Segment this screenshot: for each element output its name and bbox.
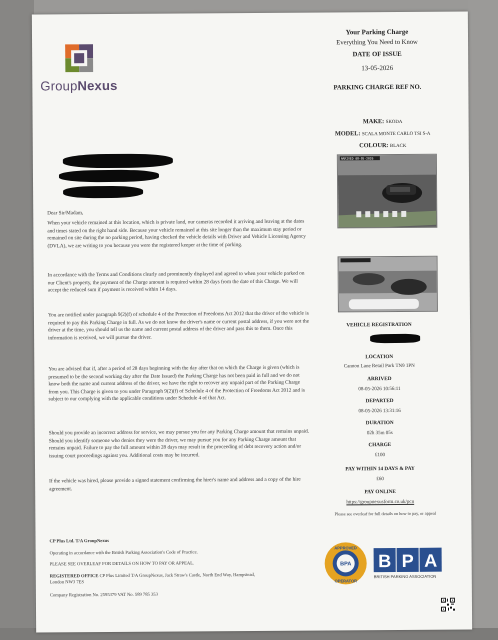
footer-operating: Operating in accordance with the British Parking Association's Code of Practice. xyxy=(49,549,198,556)
groupnexus-logo xyxy=(40,44,160,105)
pay-online-label: PAY ONLINE xyxy=(364,488,396,496)
footer-registered-office xyxy=(50,572,260,586)
letter-paragraph-5: Should you provide an incorrect address for service, we may pursue you for any Parking Charge amount that remains unpaid. Should you identify someone who denies they were the driver, we may pursue you for any Parking Charge amount that remains unpaid. Failure to pay the full amount within 28 days may result in the proceeding of debt recovery action and/or issuing court proceedings against you. Additional costs may be incurred. xyxy=(48,428,310,460)
date-of-issue-value: 13-05-2026 xyxy=(361,65,394,73)
departed-label: DEPARTED xyxy=(365,398,394,405)
photo-departure-image xyxy=(339,257,438,313)
arrived-value: 08-05-2026 10:56:11 xyxy=(358,386,401,393)
notice-title: Your Parking Charge xyxy=(345,28,409,37)
model-value: SCALA MONTE CARLO TSI S-A xyxy=(361,131,431,138)
reg-office-label: REGISTERED OFFICE xyxy=(49,573,99,579)
departed-value: 08-05-2026 13:31:16 xyxy=(358,408,401,415)
letter-salutation: Dear Sir/Madam, xyxy=(47,210,84,217)
footer-company: CP Plus Ltd. T/A GroupNexus xyxy=(49,538,109,544)
ring-top-text: APPROVED xyxy=(334,545,357,551)
bpa-approved-operator-badge xyxy=(323,532,453,595)
letter-paragraph-2: In accordance with the Terms and Conditions clearly and prominently displayed and agreed to when your vehicle parked on our Client's property, the payment of the Charge amount is required within 28 days from the date of this Charge. We will accept the reduced sum if payment is received within 14 days. xyxy=(47,270,305,294)
footer-overleaf: PLEASE SEE OVERLEAF FOR DETAILS ON HOW TO PAY OR APPEAL. xyxy=(49,560,195,567)
charge-value: £100 xyxy=(374,453,385,459)
vehicle-model xyxy=(313,130,453,138)
ring-center-text: BPA xyxy=(340,561,352,568)
letter-paragraph-4: You are advised that if, after a period of 28 days beginning with the day after that on which the Charge is given (which is presumed to be the second working day after the Date Issued) the Parking Charge has not been paid in full and we do not know both the name and current address of the driver, we have the right to recover any unpaid part of the Parking Charge from you. This Charge is given to you under Paragraph 9(2)(f) of Schedule 4 of the Protection of Freedoms Act 2012 and is subject to our complying with the applicable conditions under Schedule 4 of that Act. xyxy=(48,364,305,403)
make-label: MAKE: xyxy=(362,118,385,126)
redacted-address-line xyxy=(63,186,143,199)
vehicle-make xyxy=(313,118,453,126)
ring-bottom-text: OPERATOR xyxy=(334,578,357,584)
background-left xyxy=(0,0,34,640)
bpa-letter-b: B xyxy=(378,551,392,572)
colour-value: BLACK xyxy=(390,143,407,150)
parking-charge-letter xyxy=(32,11,472,632)
qr-code-icon[interactable] xyxy=(441,598,455,612)
photo-arrival-image xyxy=(338,155,438,229)
logo-name-b: Nexus xyxy=(77,77,118,94)
letter-paragraph-6: If the vehicle was hired, please provide a signed statement confirming the hirer's name and address and a copy of the hire agreement. xyxy=(49,476,301,492)
arrived-label: ARRIVED xyxy=(367,376,392,383)
logo-name-a: Group xyxy=(40,78,78,94)
charge-ref-label: PARKING CHARGE REF NO. xyxy=(333,83,422,92)
model-label: MODEL: xyxy=(334,130,361,138)
background-right xyxy=(468,0,498,640)
bpa-letter-p: P xyxy=(401,550,414,571)
charge-label: CHARGE xyxy=(368,442,392,449)
bpa-letter-a: A xyxy=(424,550,438,571)
footer-company-reg: Company Registration No. 2595379 VAT No. 589 785 353 xyxy=(49,591,158,598)
bpa-name: BRITISH PARKING ASSOCIATION xyxy=(373,573,437,580)
reg-label: VEHICLE REGISTRATION xyxy=(346,321,412,329)
notice-subtitle: Everything You Need to Know xyxy=(336,38,418,47)
redacted-address-line xyxy=(63,154,173,169)
logo-mark-icon xyxy=(65,44,93,72)
redacted-registration xyxy=(370,334,420,343)
reduced-value: £60 xyxy=(376,477,384,483)
bpa-badge-icon xyxy=(323,532,453,595)
redacted-address-line xyxy=(59,170,159,183)
letter-paragraph-3: You are notified under paragraph 9(2)(f) of schedule 4 of the Protection of Freedoms Act 2012 that the driver of the vehicle is required to pay this Parking Charge in full. As we do not know the driver's name or current postal address, if you were not the driver at the time, you should tell us the name and current postal address of the driver and pass this to them. Once this information is received, we will pursue the driver. xyxy=(47,310,310,342)
date-of-issue-label: DATE OF ISSUE xyxy=(352,50,402,59)
camera-photo-arrival xyxy=(337,154,438,229)
pay-online-url[interactable]: https://groupnexusform.co.uk/pcn xyxy=(346,499,415,506)
location-label: LOCATION xyxy=(365,354,394,361)
reg-office-value: CP Plus Limited T/A GroupNexus, Jack Straw's Castle, North End Way, Hampstead, London NW3 7ES xyxy=(49,571,255,585)
photo-timestamp: ARRIVED 08-05-2026 xyxy=(340,156,374,161)
vehicle-colour xyxy=(313,142,453,150)
location-value: Cannon Lane Retail Park TN9 1PN xyxy=(343,363,415,370)
make-value: SKODA xyxy=(385,119,403,126)
camera-photo-departure xyxy=(338,256,438,313)
duration-label: DURATION xyxy=(365,420,394,427)
duration-value: 02h 35m 05s xyxy=(366,431,393,437)
colour-label: COLOUR: xyxy=(359,142,389,150)
reduced-label: PAY WITHIN 14 DAYS & PAY xyxy=(345,465,415,473)
letter-paragraph-1: When your vehicle remained at this location, which is private land, our cameras recorded it arriving and leaving at the dates and times stated on the right hand side. Because your vehicle remained at this site longer than the maximum stay period or remained on site during the no parking period, having checked the vehicle details with Driver and Vehicle Licensing Agency (DVLA), we are writing to you because you were the registered keeper at the time of parking. xyxy=(47,218,306,250)
overleaf-note: Please see overleaf for full details on how to pay, or appeal xyxy=(334,510,437,517)
logo-text xyxy=(40,78,160,94)
